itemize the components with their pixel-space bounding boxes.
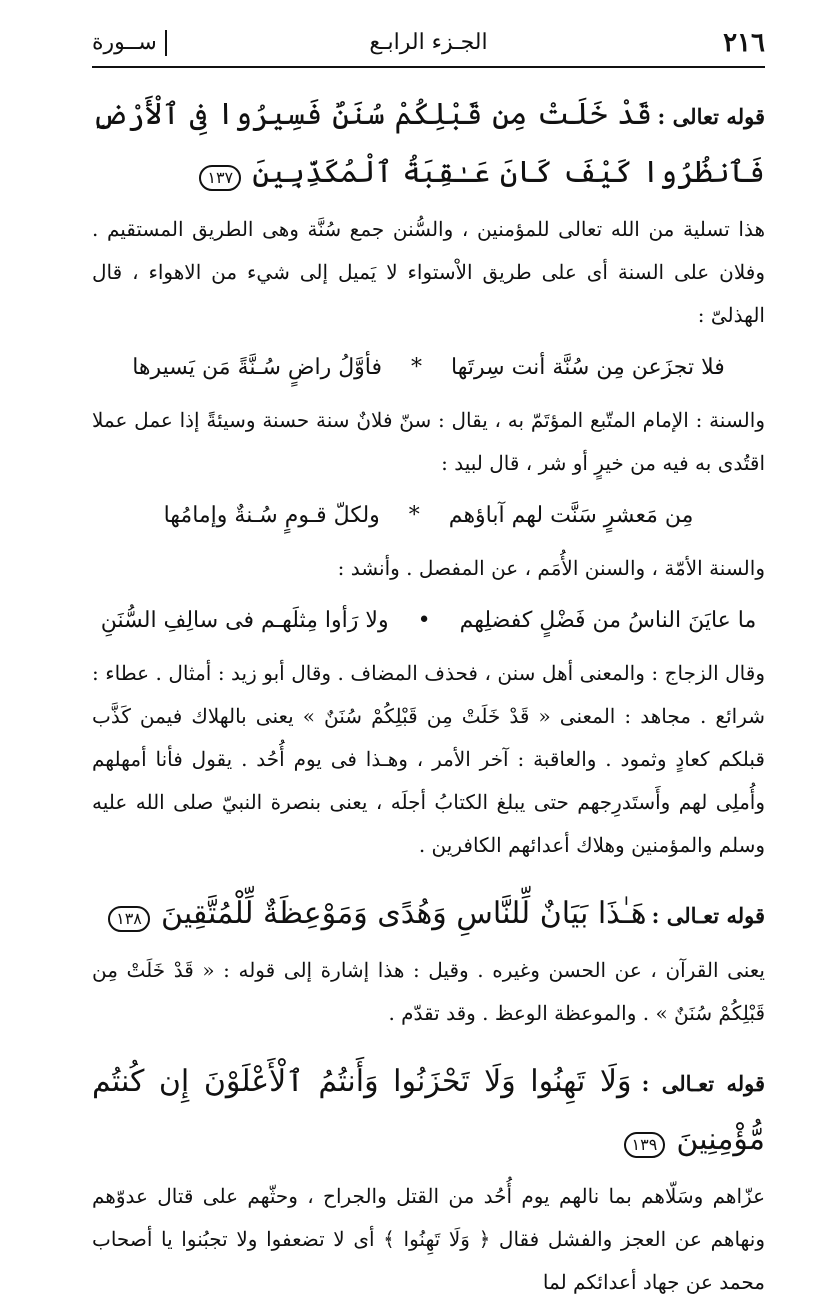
paragraph-2: والسنة : الإمام المتّبع المؤتَمّ به ، يقال : سنّ فلانٌ سنة حسنة وسيئةً إذا عمل عملا اقتُدى به فيه من خيرٍ أو شر ، قال لبيد :	[92, 408, 765, 475]
page-number: ٢١٦	[723, 28, 765, 58]
paragraph-1: هذا تسلية من الله تعالى للمؤمنين ، والسُّنن جمع سُنَّة وهى الطريق المستقيم . وفلان على السنة أى على طريق الاْستواء لا يَميل إلى شيء من الاهواء ، قال الهذلىّ :	[92, 217, 765, 327]
poem-1	[92, 343, 765, 393]
verse-139-text: وَلَا تَهِنُوا وَلَا تَحْزَنُوا وَأَنتُمُ ٱلْأَعْلَوْنَ إِن كُنتُم مُّؤْمِنِينَ	[92, 1064, 765, 1157]
verse-137-number: ١٣٧	[199, 165, 241, 191]
verse-137-text: قَدْ خَلَتْ مِن قَبْلِكُمْ سُنَنٌ فَسِيرُوا فِى ٱلْأَرْضِ فَٱنظُرُوا كَيْفَ كَانَ عَـٰقِبَةُ ٱلْمُكَذِّبِينَ	[92, 97, 765, 190]
verse-138-lead: قوله تعـالى :	[651, 903, 765, 928]
paragraph-5: يعنى القرآن ، عن الحسن وغيره . وقيل : هذا إشارة إلى قوله : « قَدْ خَلَتْ مِن قَبْلِكُمْ سُنَنٌ » . والموعظة الوعظ . وقد تقدّم .	[92, 958, 765, 1025]
poem-2-left-hemistich: ولكلّ قـومٍ سُـنةٌ وإمامُها	[163, 503, 380, 528]
juz-title: الجـزء الرابـع	[369, 30, 488, 55]
surah-label-text: ســورة	[92, 30, 157, 55]
verse-139-number: ١٣٩	[624, 1132, 666, 1158]
verse-137	[92, 86, 765, 202]
verse-138-number: ١٣٨	[108, 906, 150, 932]
verse-137-lead: قوله تعالى :	[657, 104, 765, 129]
page-header	[92, 0, 765, 68]
poem-2	[92, 491, 765, 541]
paragraph-4: وقال الزجاج : والمعنى أهل سنن ، فحذف المضاف . وقال أبو زيد : أمثال . عطاء : شرائع . مجاهد : المعنى « قَدْ خَلَتْ مِن قَبْلِكُمْ سُنَنٌ » يعنى بالهلاك فيمن كَذَّب قبلكم كعادٍ وثمود . والعاقبة : آخر الأمر ، وهـذا فى يوم أُحُد . يقول فأنا أمهلهم وأُملِى لهم وأَستَدرِجهم حتى يبلغ الكتابُ أجلَه ، يعنى بنصرة النبيّ صلى الله عليه وسلم والمؤمنين وهلاك أعدائهم الكافرين .	[92, 661, 765, 857]
star-separator-icon: *	[408, 503, 420, 528]
verse-139	[92, 1053, 765, 1169]
verse-138	[92, 885, 765, 943]
surah-label	[92, 30, 167, 56]
poem-1-right-hemistich: فلا تجزَعن مِن سُنَّة أنت سِرتَها	[451, 355, 725, 380]
paragraph-6: عزّاهم وسَلّاهم بما نالهم يوم أُحُد من القتل والجراح ، وحثّهم على قتال عدوّهم ونهاهم عن العجز والفشل فقال ﴿ وَلَا تَهِنُوا ﴾ أى لا تضعفوا ولا تجبُنوا يا أصحاب محمد عن جهاد أعدائكم لما	[92, 1184, 765, 1294]
paragraph-3: والسنة الأمّة ، والسنن الأُمَم ، عن المفصل . وأنشد :	[337, 556, 765, 580]
poem-3	[92, 596, 765, 646]
poem-2-right-hemistich: مِن مَعشرٍ سَنَّت لهم آباؤهم	[448, 503, 694, 528]
poem-1-left-hemistich: فأوَّلُ راضٍ سُـنَّةً مَن يَسيرها	[132, 355, 383, 380]
dot-separator-icon: •	[417, 608, 431, 633]
poem-3-right-hemistich: ما عايَنَ الناسُ من فَضْلٍ كفضلِهم	[459, 608, 757, 633]
header-bracket	[165, 30, 167, 56]
poem-3-left-hemistich: ولا رَأوا مِثلَهـم فى سالِفِ السُّنَنِ	[100, 608, 389, 633]
star-separator-icon: *	[411, 355, 423, 380]
verse-138-text: هَـٰذَا بَيَانٌ لِّلنَّاسِ وَهُدًى وَمَوْعِظَةٌ لِّلْمُتَّقِينَ	[160, 896, 647, 931]
verse-139-lead: قوله تعـالى :	[641, 1071, 765, 1096]
